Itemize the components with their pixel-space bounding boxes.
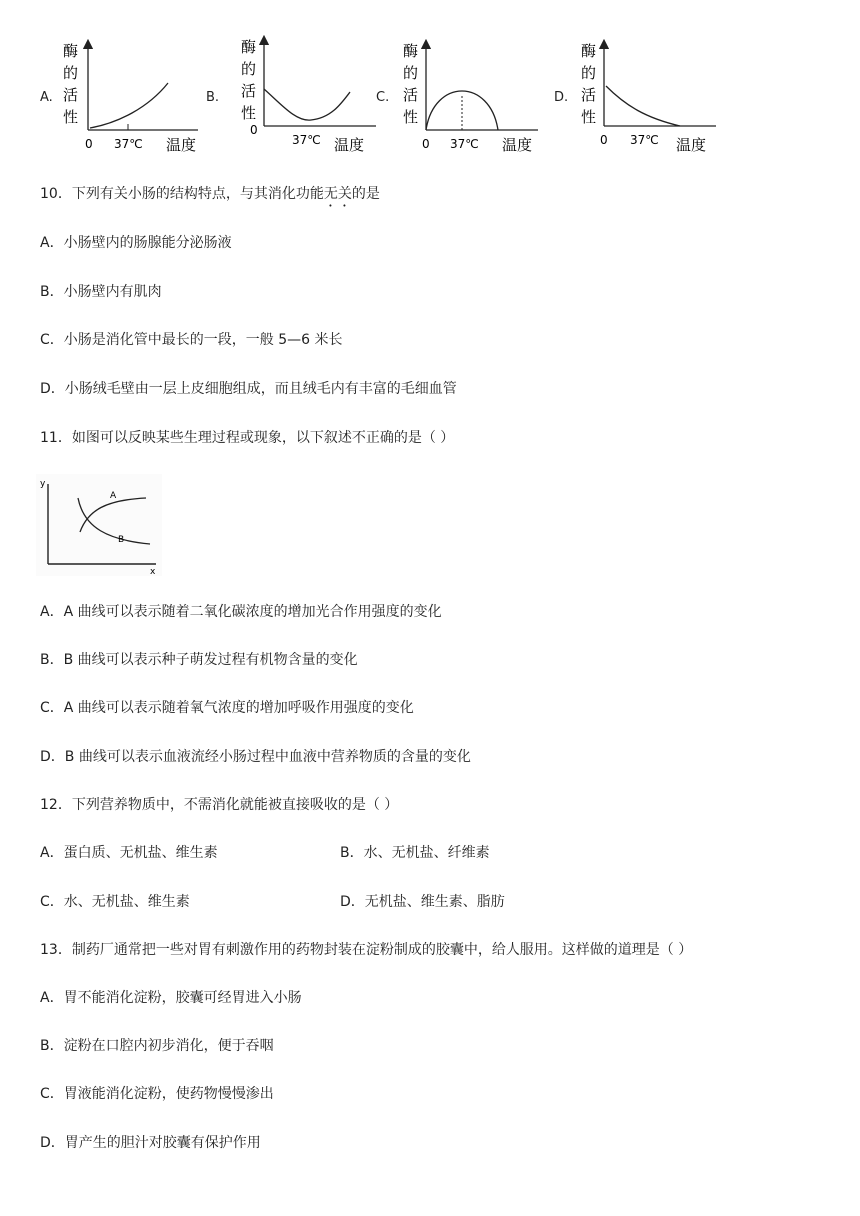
svg-text:0: 0	[250, 123, 258, 137]
svg-text:37℃: 37℃	[292, 133, 321, 147]
q10-option-c[interactable]: C．小肠是消化管中最长的一段，一般 5—6 米长	[40, 332, 343, 348]
svg-text:酶: 酶	[241, 38, 257, 56]
q11-y-label: y	[40, 479, 46, 489]
origin: 0	[85, 137, 93, 151]
q9-graph-d	[576, 38, 726, 156]
q9-option-d-letter: D.	[554, 90, 569, 105]
q11-curve-b-label: B	[118, 535, 125, 545]
q9-option-c-letter: C.	[376, 90, 390, 105]
svg-text:37℃: 37℃	[450, 137, 479, 151]
q13-stem: 13．制药厂通常把一些对胃有刺激作用的药物封装在淀粉制成的胶囊中，给人服用。这样做的道理是（ ）	[40, 942, 693, 958]
svg-text:酶: 酶	[403, 42, 419, 60]
svg-text:温度: 温度	[502, 136, 533, 154]
q10-emphasis: 无关	[323, 186, 352, 202]
q11-stem: 11．如图可以反映某些生理过程或现象，以下叙述不正确的是（ ）	[40, 430, 455, 446]
xlabel: 温度	[166, 136, 197, 154]
q12-option-c[interactable]: C．水、无机盐、维生素	[40, 894, 190, 910]
q11-figure	[36, 474, 162, 576]
ylabel-1: 的	[63, 64, 79, 82]
svg-text:活: 活	[241, 82, 257, 100]
svg-text:的: 的	[241, 60, 257, 78]
ylabel-2: 活	[63, 86, 79, 104]
svg-text:性: 性	[403, 108, 419, 126]
q11-x-label: x	[150, 567, 156, 576]
q9-graph-a	[58, 38, 208, 156]
q9-option-a-letter: A.	[40, 90, 53, 105]
svg-text:0: 0	[422, 137, 430, 151]
q10-stem: 10．下列有关小肠的结构特点，与其消化功能无关的是	[40, 186, 380, 202]
q11-option-a[interactable]: A．A 曲线可以表示随着二氧化碳浓度的增加光合作用强度的变化	[40, 604, 442, 620]
q13-option-b[interactable]: B．淀粉在口腔内初步消化，便于吞咽	[40, 1038, 274, 1054]
q13-option-d[interactable]: D．胃产生的胆汁对胶囊有保护作用	[40, 1135, 261, 1151]
q9-graph-c	[398, 38, 548, 156]
svg-text:活: 活	[581, 86, 597, 104]
svg-text:的: 的	[403, 64, 419, 82]
q11-option-b[interactable]: B．B 曲线可以表示种子萌发过程有机物含量的变化	[40, 652, 358, 668]
q12-option-a[interactable]: A．蛋白质、无机盐、维生素	[40, 845, 218, 861]
svg-text:温度: 温度	[334, 136, 365, 154]
svg-text:37℃: 37℃	[630, 133, 659, 147]
svg-text:性: 性	[581, 108, 597, 126]
q10-option-b[interactable]: B．小肠壁内有肌肉	[40, 284, 162, 300]
q11-option-d[interactable]: D．B 曲线可以表示血液流经小肠过程中血液中营养物质的含量的变化	[40, 749, 471, 765]
q13-option-a[interactable]: A．胃不能消化淀粉，胶囊可经胃进入小肠	[40, 990, 302, 1006]
svg-text:的: 的	[581, 64, 597, 82]
q9-graph-b	[236, 34, 386, 156]
q9-option-b-letter: B.	[206, 90, 220, 105]
q12-stem: 12．下列营养物质中，不需消化就能被直接吸收的是（ ）	[40, 797, 399, 813]
q11-option-c[interactable]: C．A 曲线可以表示随着氧气浓度的增加呼吸作用强度的变化	[40, 700, 414, 716]
q10-option-a[interactable]: A．小肠壁内的肠腺能分泌肠液	[40, 235, 232, 251]
svg-text:酶: 酶	[581, 42, 597, 60]
tick-37: 37℃	[114, 137, 143, 151]
q12-option-b[interactable]: B．水、无机盐、纤维素	[340, 845, 490, 861]
ylabel-0: 酶	[63, 42, 79, 60]
svg-text:性: 性	[241, 104, 257, 122]
q11-curve-a-label: A	[110, 491, 117, 501]
svg-text:0: 0	[600, 133, 608, 147]
curve	[90, 83, 168, 128]
svg-text:温度: 温度	[676, 136, 707, 154]
svg-text:活: 活	[403, 86, 419, 104]
q10-option-d[interactable]: D．小肠绒毛壁由一层上皮细胞组成，而且绒毛内有丰富的毛细血管	[40, 381, 457, 397]
ylabel-3: 性	[63, 108, 79, 126]
q13-option-c[interactable]: C．胃液能消化淀粉，使药物慢慢渗出	[40, 1086, 274, 1102]
q12-option-d[interactable]: D．无机盐、维生素、脂肪	[340, 894, 505, 910]
